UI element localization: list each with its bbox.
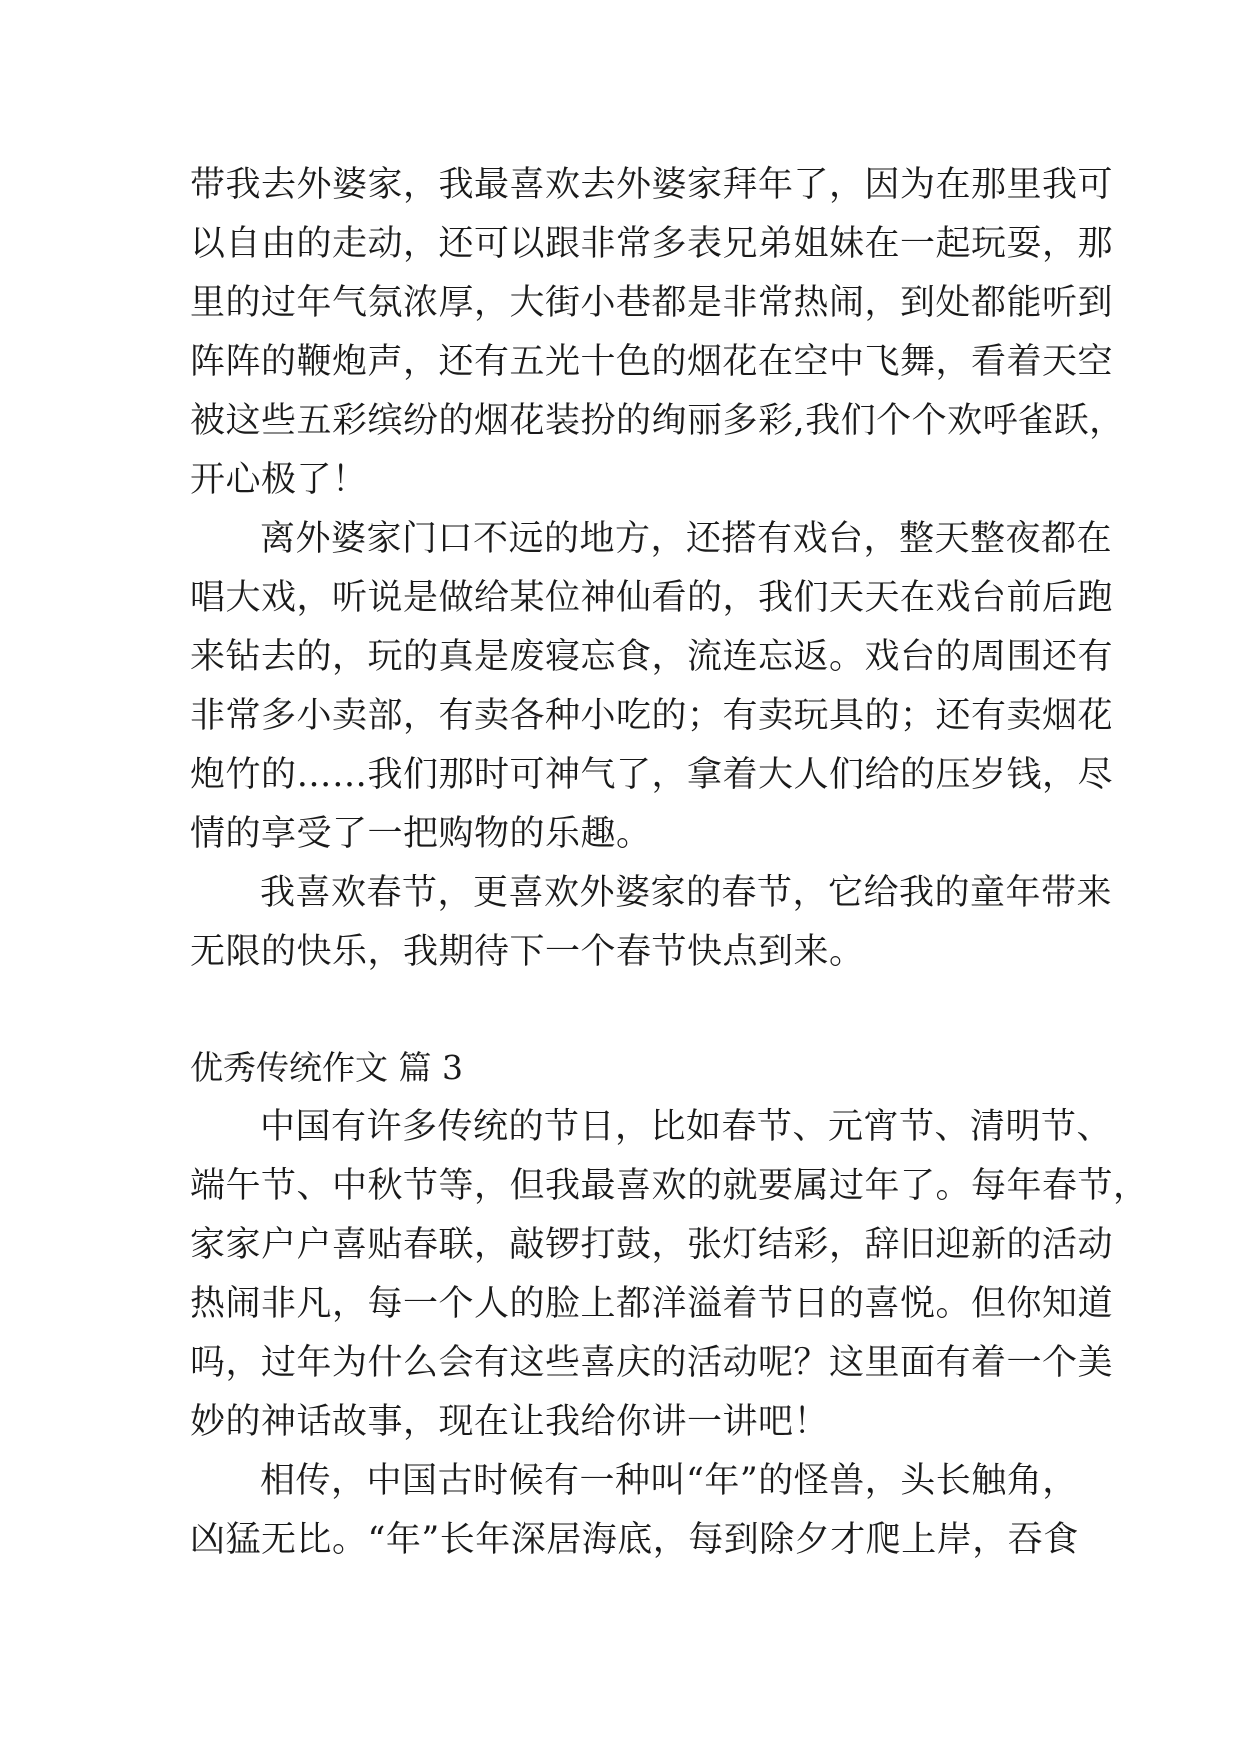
text-line: 离外婆家门口不远的地方，还搭有戏台，整天整夜都在 [260,519,1113,559]
text-line: 来钻去的，玩的真是废寝忘食，流连忘返。戏台的周围还有 [190,637,1114,677]
text-line: 炮竹的……我们那时可神气了，拿着大人们给的压岁钱，尽 [190,755,1114,795]
text-line: 非常多小卖部，有卖各种小吃的；有卖玩具的；还有卖烟花 [190,696,1114,736]
text-line: 开心极了！ [190,460,368,500]
text-line: 热闹非凡，每一个人的脸上都洋溢着节日的喜悦。但你知道 [190,1284,1114,1324]
text-line: 无限的快乐，我期待下一个春节快点到来。 [190,932,865,972]
text-line: 以自由的走动，还可以跟非常多表兄弟姐妹在一起玩耍，那 [190,224,1114,264]
text-line: 我喜欢春节，更喜欢外婆家的春节，它给我的童年带来 [260,873,1113,913]
text-line: 妙的神话故事，现在让我给你讲一讲吧！ [190,1402,830,1442]
section-heading: 优秀传统作文 篇 3 [190,1048,463,1087]
text-line: 带我去外婆家，我最喜欢去外婆家拜年了，因为在那里我可 [190,165,1114,205]
text-line: 阵阵的鞭炮声，还有五光十色的烟花在空中飞舞，看着天空 [190,342,1114,382]
text-line: 被这些五彩缤纷的烟花装扮的绚丽多彩,我们个个欢呼雀跃， [190,401,1125,441]
text-line: 中国有许多传统的节日，比如春节、元宵节、清明节、 [260,1107,1113,1147]
text-line: 家家户户喜贴春联，敲锣打鼓，张灯结彩，辞旧迎新的活动 [190,1225,1114,1265]
text-line: 唱大戏，听说是做给某位神仙看的，我们天天在戏台前后跑 [190,578,1114,618]
text-line: 相传，中国古时候有一种叫“年”的怪兽，头长触角， [260,1461,1078,1501]
text-line: 凶猛无比。“年”长年深居海底，每到除夕才爬上岸，吞食 [190,1520,1079,1560]
text-line: 情的享受了一把购物的乐趣。 [190,814,652,854]
text-line: 里的过年气氛浓厚，大街小巷都是非常热闹，到处都能听到 [190,283,1114,323]
text-line: 端午节、中秋节等，但我最喜欢的就要属过年了。每年春节， [190,1166,1149,1206]
text-line: 吗，过年为什么会有这些喜庆的活动呢？这里面有着一个美 [190,1343,1114,1383]
